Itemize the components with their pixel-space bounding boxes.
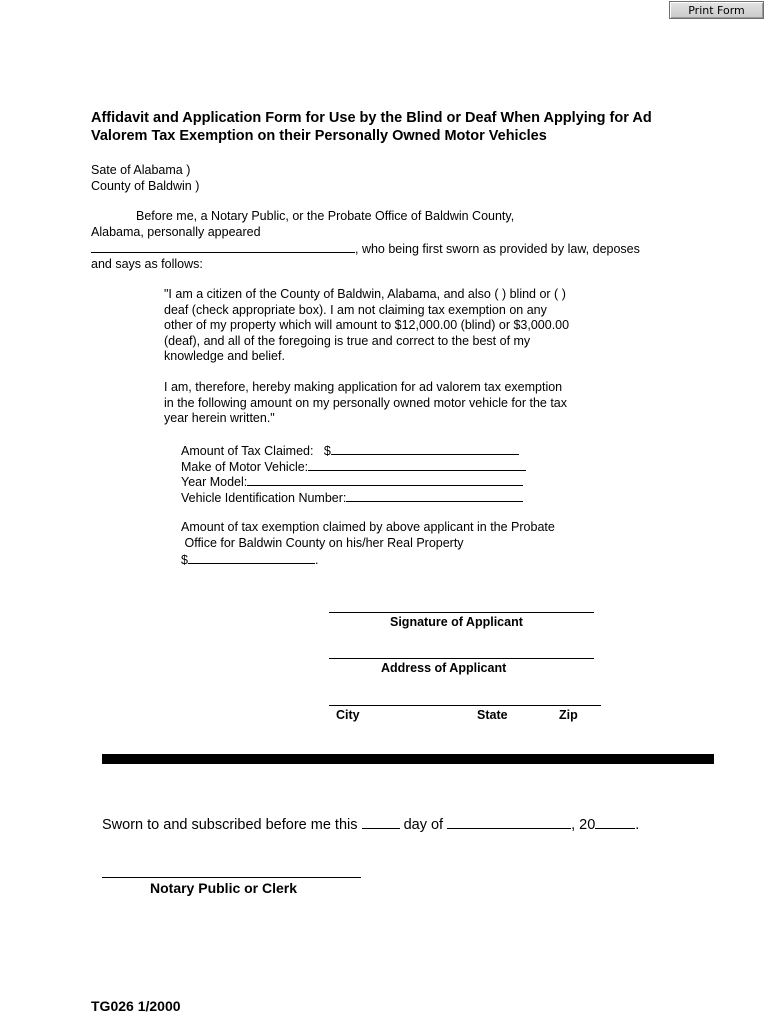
real-property-suffix: .	[314, 553, 319, 567]
sworn-text-1: Sworn to and subscribed before me this	[102, 817, 358, 833]
amount-prefix: $	[323, 444, 331, 458]
year-field[interactable]	[247, 473, 523, 486]
year-row	[181, 473, 523, 489]
form-number: TG026 1/2000	[91, 998, 181, 1014]
real-property-line-2-text: Office for Baldwin County on his/her Real Property	[184, 536, 464, 550]
form-title-line-1: Affidavit and Application Form for Use by the Blind or Deaf When Applying for Ad	[91, 110, 652, 126]
sworn-text-2: day of	[403, 817, 444, 833]
real-property-amount-row	[181, 551, 318, 567]
sworn-text-3: , 20	[571, 817, 596, 833]
address-label: Address of Applicant	[381, 661, 507, 675]
intro-line-2: Alabama, personally appeared	[91, 225, 261, 239]
amount-field[interactable]	[331, 442, 519, 455]
amount-label: Amount of Tax Claimed:	[181, 444, 314, 458]
signature-line[interactable]	[329, 612, 594, 613]
address-line[interactable]	[329, 658, 594, 659]
intro-line-3	[91, 240, 640, 256]
sworn-year-field[interactable]	[595, 814, 635, 829]
city-state-zip-line[interactable]	[329, 705, 601, 706]
make-row	[181, 458, 526, 474]
make-label: Make of Motor Vehicle:	[181, 460, 309, 474]
signature-label: Signature of Applicant	[390, 615, 523, 629]
vin-row	[181, 489, 523, 505]
sworn-day-field[interactable]	[362, 814, 400, 829]
notary-signature-line[interactable]	[102, 877, 361, 878]
print-form-button[interactable]: Print Form	[669, 1, 764, 19]
venue-state: Sate of Alabama )	[91, 163, 191, 177]
sworn-text-4: .	[635, 817, 640, 833]
real-property-line-1: Amount of tax exemption claimed by above applicant in the Probate	[181, 520, 555, 534]
statement-2-line-2: in the following amount on my personally owned motor vehicle for the tax	[164, 396, 567, 410]
appeared-name-field[interactable]	[91, 240, 355, 253]
vin-field[interactable]	[346, 489, 523, 502]
statement-1-line-4: (deaf), and all of the foregoing is true and correct to the best of my	[164, 334, 531, 348]
sworn-statement	[102, 814, 639, 833]
intro-line-3-text: , who being first sworn as provided by law, deposes	[355, 242, 640, 256]
notary-label: Notary Public or Clerk	[150, 880, 298, 896]
intro-line-4: and says as follows:	[91, 257, 203, 271]
statement-2-line-1: I am, therefore, hereby making application for ad valorem tax exemption	[164, 380, 563, 394]
statement-1-line-3: other of my property which will amount to $12,000.00 (blind) or $3,000.00	[164, 318, 570, 332]
state-label: State	[477, 708, 508, 722]
venue-county: County of Baldwin )	[91, 179, 200, 193]
statement-2-line-3: year herein written."	[164, 411, 275, 425]
section-divider-bar	[102, 754, 714, 764]
real-property-prefix: $	[181, 553, 188, 567]
intro-line-1: Before me, a Notary Public, or the Probate Office of Baldwin County,	[136, 209, 515, 223]
sworn-month-field[interactable]	[447, 814, 571, 829]
statement-1-line-2: deaf (check appropriate box). I am not claiming tax exemption on any	[164, 303, 547, 317]
amount-row	[181, 442, 519, 458]
make-field[interactable]	[308, 458, 526, 471]
year-label: Year Model:	[181, 475, 248, 489]
form-title-line-2: Valorem Tax Exemption on their Personally Owned Motor Vehicles	[91, 128, 547, 144]
city-label: City	[336, 708, 360, 722]
vin-label: Vehicle Identification Number:	[181, 491, 347, 505]
real-property-amount-field[interactable]	[188, 551, 315, 564]
statement-1-line-5: knowledge and belief.	[164, 349, 285, 363]
statement-1-line-1: "I am a citizen of the County of Baldwin, Alabama, and also ( ) blind or ( )	[164, 287, 566, 301]
zip-label: Zip	[559, 708, 578, 722]
real-property-line-2	[181, 536, 464, 550]
